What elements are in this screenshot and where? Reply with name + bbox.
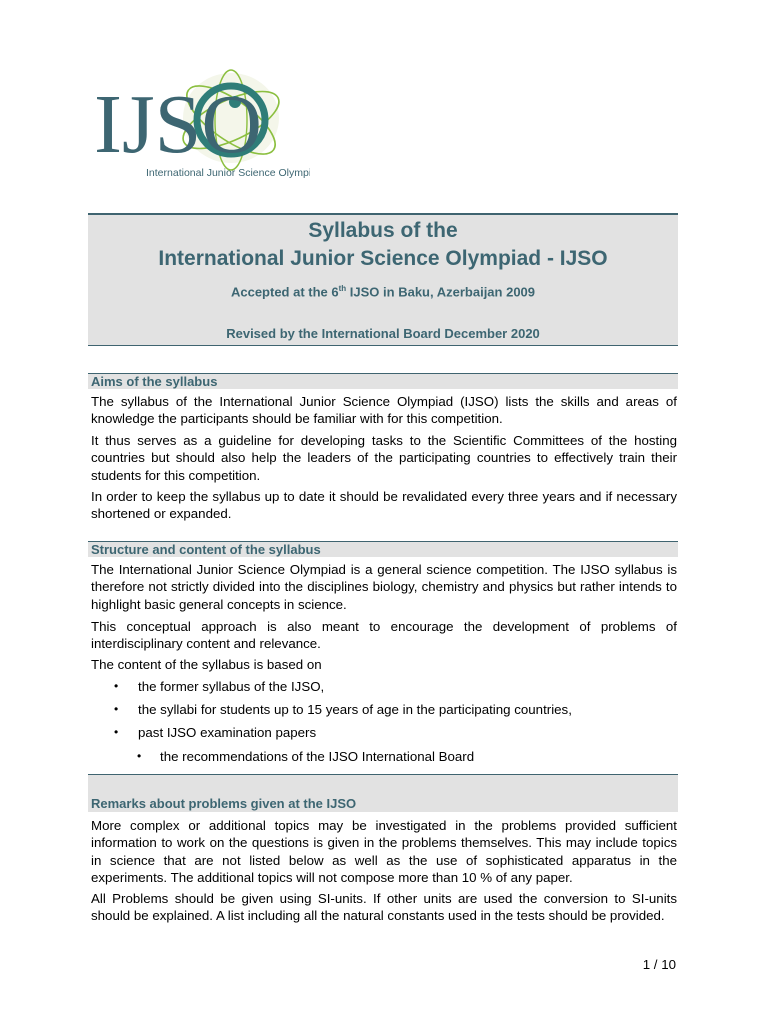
aims-paragraph-2: It thus serves as a guideline for developing tasks to the Scientific Committees of the hosting countries but should also help the leaders of the participating countries to effectively train their students for this competition. [91, 433, 677, 483]
bullet-icon: • [114, 702, 119, 716]
bullet-icon: • [114, 679, 119, 693]
list-item [114, 724, 316, 741]
section-heading-remarks: Remarks about problems given at the IJSO [88, 774, 678, 812]
bullet-text: the recommendations of the IJSO International Board [160, 749, 475, 764]
title-block [88, 213, 678, 346]
ijso-logo-graphic [88, 68, 310, 186]
aims-paragraph-1: The syllabus of the International Junior Science Olympiad (IJSO) lists the skills and areas of knowledge the participants should be familiar with for this competition. [91, 394, 677, 427]
structure-paragraph-1: The International Junior Science Olympiad is a general science competition. The IJSO syllabus is therefore not strictly divided into the disciplines biology, chemistry and physics but rather intends to highlight basic general concepts in science. [91, 562, 677, 612]
bullet-icon: • [137, 749, 142, 763]
aims-paragraph-3: In order to keep the syllabus up to date it should be revalidated every three years and if necessary shortened or expanded. [91, 489, 677, 522]
bullet-text: the former syllabus of the IJSO, [138, 679, 325, 694]
structure-paragraph-3: The content of the syllabus is based on [91, 657, 322, 672]
logo-wordmark: IJSO [94, 78, 263, 171]
section-heading-structure: Structure and content of the syllabus [88, 541, 678, 557]
accepted-prefix: Accepted at the 6 [230, 284, 339, 300]
bullet-text: past IJSO examination papers [138, 725, 317, 740]
section-heading-aims: Aims of the syllabus [88, 373, 678, 389]
document-title-line1: Syllabus of the [308, 219, 458, 242]
bullet-icon: • [114, 725, 119, 739]
list-item [114, 701, 572, 718]
accepted-sup: th [338, 284, 347, 293]
remarks-paragraph-1: More complex or additional topics may be investigated in the problems provided sufficient information to work on the questions is given in the problems themselves. This may include topics in science that are not listed below as well as the use of sophisticated apparatus in the experiments. The additional topics will not compose more than 10 % of any paper. [91, 818, 677, 885]
list-item [137, 748, 474, 765]
structure-paragraph-2: This conceptual approach is also meant to encourage the development of problems of interdisciplinary content and relevance. [91, 619, 677, 652]
document-title-line2: International Junior Science Olympiad - IJSO [158, 247, 608, 270]
remarks-paragraph-2: All Problems should be given using SI-units. If other units are used the conversion to SI-units should be explained. A list including all the natural constants used in the tests should be provided. [91, 891, 677, 924]
revised-note: Revised by the International Board December 2020 [226, 326, 540, 342]
accepted-suffix: IJSO in Baku, Azerbaijan 2009 [346, 284, 536, 300]
list-item [114, 678, 324, 695]
logo-tagline: International Junior Science Olympiad [146, 167, 310, 179]
accepted-note [88, 284, 678, 299]
page-number: 1 / 10 [642, 957, 676, 972]
bullet-text: the syllabi for students up to 15 years of age in the participating countries, [138, 702, 572, 717]
ijso-logo [88, 68, 310, 186]
